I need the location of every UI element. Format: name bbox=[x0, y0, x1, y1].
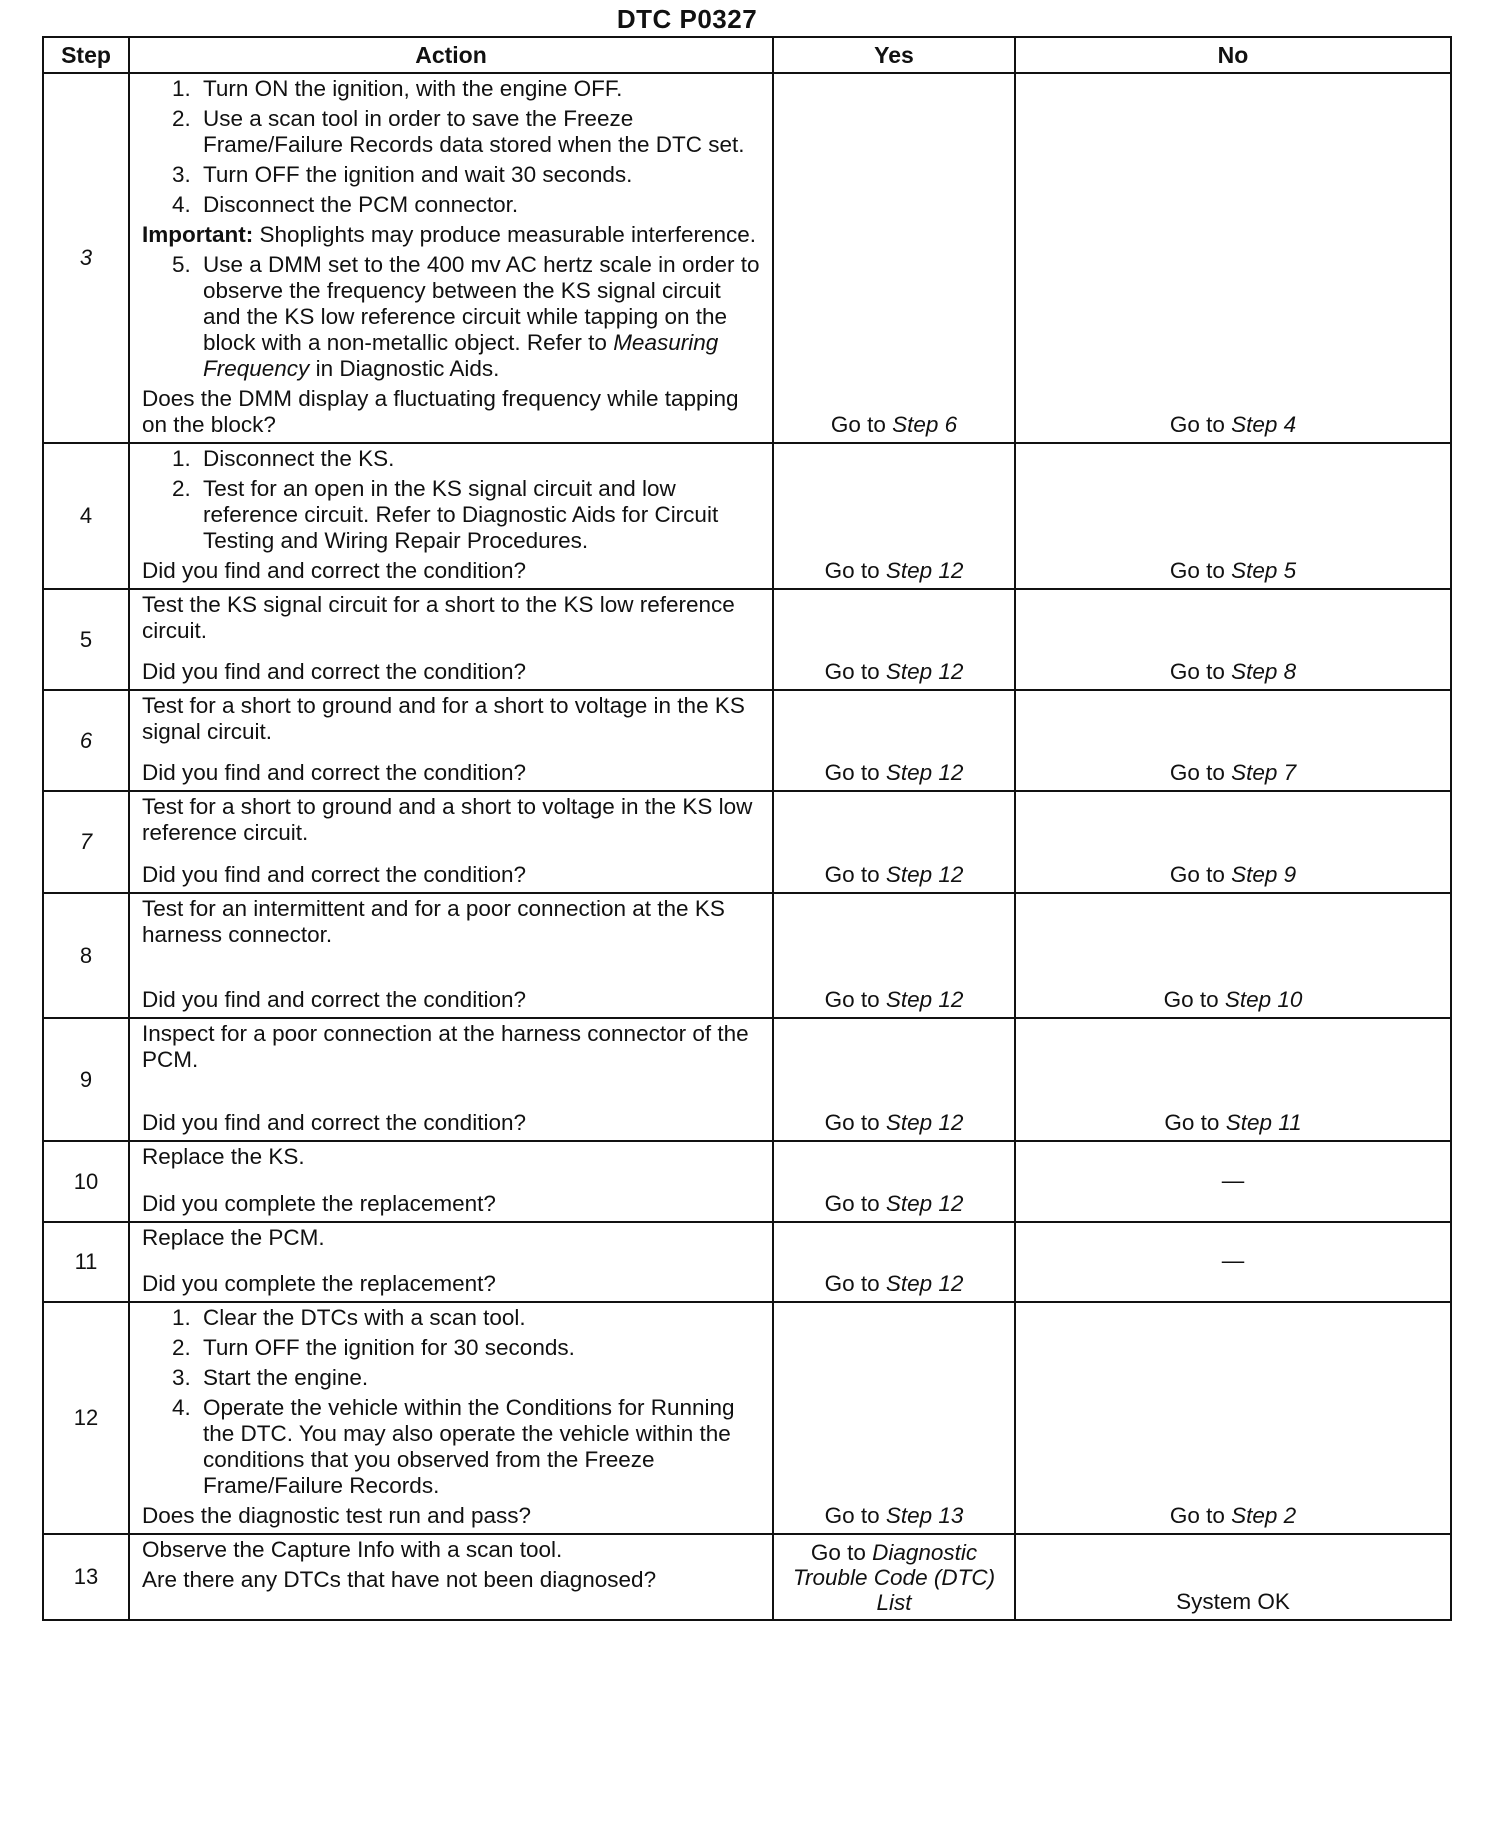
question: Does the DMM display a fluctuating frequency while tapping on the block? bbox=[142, 386, 739, 437]
no-target: Step 4 bbox=[1231, 412, 1297, 437]
yes-cell bbox=[773, 1534, 1015, 1620]
question: Did you complete the replacement? bbox=[142, 1191, 496, 1216]
action-list bbox=[142, 1305, 764, 1499]
action-cell bbox=[129, 690, 773, 791]
yes-target: Step 12 bbox=[885, 1271, 964, 1296]
list-item: 1. Clear the DTCs with a scan tool. bbox=[197, 1305, 764, 1331]
yes-target: Step 12 bbox=[885, 1191, 964, 1216]
yes-cell bbox=[773, 73, 1015, 443]
no-prefix: Go to bbox=[1169, 558, 1232, 583]
action-cell bbox=[129, 1534, 773, 1620]
list-item: 1. Disconnect the KS. bbox=[197, 446, 764, 472]
header-step: Step bbox=[43, 37, 129, 73]
yes-prefix: Go to bbox=[824, 1503, 886, 1528]
action-text: Test the KS signal circuit for a short to the KS low reference circuit. bbox=[142, 592, 735, 643]
action-content bbox=[142, 794, 764, 888]
table-row bbox=[43, 791, 1451, 893]
step-number: 5 bbox=[43, 589, 129, 690]
no-prefix: Go to bbox=[1169, 1503, 1232, 1528]
question: Are there any DTCs that have not been diagnosed? bbox=[142, 1567, 657, 1592]
table-row bbox=[43, 1018, 1451, 1141]
item-text: in Diagnostic Aids. bbox=[309, 356, 500, 381]
action-content bbox=[142, 693, 764, 786]
action-content bbox=[142, 1144, 764, 1217]
no-cell bbox=[1015, 1141, 1451, 1222]
action-text: Observe the Capture Info with a scan tool. bbox=[142, 1537, 563, 1562]
yes-cell bbox=[773, 1018, 1015, 1141]
action-cell bbox=[129, 893, 773, 1018]
page-title: DTC P0327 bbox=[616, 4, 758, 34]
no-target: Step 5 bbox=[1231, 558, 1297, 583]
action-text: Inspect for a poor connection at the harness connector of the PCM. bbox=[142, 1021, 749, 1072]
step-number: 6 bbox=[43, 690, 129, 791]
yes-prefix: Go to bbox=[824, 1191, 886, 1216]
table-row bbox=[43, 1222, 1451, 1302]
no-cell bbox=[1015, 1018, 1451, 1141]
action-text: Replace the KS. bbox=[142, 1144, 305, 1169]
no-cell bbox=[1015, 1534, 1451, 1620]
important-note bbox=[142, 222, 764, 248]
yes-cell bbox=[773, 1141, 1015, 1222]
yes-prefix: Go to bbox=[824, 1110, 886, 1135]
no-target: Step 11 bbox=[1225, 1110, 1302, 1135]
action-cell bbox=[129, 1141, 773, 1222]
action-content bbox=[142, 592, 764, 685]
table-row bbox=[43, 589, 1451, 690]
question: Did you find and correct the condition? bbox=[142, 558, 526, 583]
table-row bbox=[43, 443, 1451, 589]
yes-prefix: Go to bbox=[824, 760, 886, 785]
header-no: No bbox=[1015, 37, 1451, 73]
header-action: Action bbox=[129, 37, 773, 73]
no-target: Step 9 bbox=[1231, 862, 1297, 887]
yes-cell bbox=[773, 1222, 1015, 1302]
list-item: 2. Turn OFF the ignition for 30 seconds. bbox=[197, 1335, 764, 1361]
no-cell bbox=[1015, 690, 1451, 791]
action-content bbox=[142, 1225, 764, 1297]
step-number: 7 bbox=[43, 791, 129, 893]
step-number: 8 bbox=[43, 893, 129, 1018]
action-text: Test for a short to ground and for a short to voltage in the KS signal circuit. bbox=[142, 693, 745, 744]
yes-target: Step 12 bbox=[885, 987, 964, 1012]
step-number: 9 bbox=[43, 1018, 129, 1141]
table-row bbox=[43, 690, 1451, 791]
no-prefix: Go to bbox=[1169, 862, 1232, 887]
action-content bbox=[142, 896, 764, 1013]
yes-target: Step 12 bbox=[885, 760, 964, 785]
no-target: Step 7 bbox=[1231, 760, 1297, 785]
action-cell bbox=[129, 791, 773, 893]
question: Did you find and correct the condition? bbox=[142, 862, 526, 887]
no-cell bbox=[1015, 443, 1451, 589]
no-value: — bbox=[1221, 1167, 1245, 1193]
action-cell bbox=[129, 73, 773, 443]
yes-prefix: Go to bbox=[824, 1271, 886, 1296]
action-list bbox=[142, 446, 764, 554]
action-list bbox=[142, 76, 764, 218]
yes-target: Step 12 bbox=[885, 1110, 964, 1135]
no-prefix: Go to bbox=[1169, 760, 1232, 785]
no-cell bbox=[1015, 589, 1451, 690]
list-item: 3. Turn OFF the ignition and wait 30 seconds. bbox=[197, 162, 764, 188]
list-item: 2. Test for an open in the KS signal circuit and low reference circuit. Refer to Diagnostic Aids for Circuit Testing and Wiring Repair Procedures. bbox=[197, 476, 764, 554]
yes-prefix: Go to bbox=[830, 412, 893, 437]
header-yes: Yes bbox=[773, 37, 1015, 73]
action-cell bbox=[129, 1302, 773, 1534]
table-row bbox=[43, 1302, 1451, 1534]
yes-cell bbox=[773, 690, 1015, 791]
action-cell bbox=[129, 589, 773, 690]
question: Did you find and correct the condition? bbox=[142, 1110, 526, 1135]
no-cell bbox=[1015, 1222, 1451, 1302]
yes-prefix: Go to bbox=[824, 558, 886, 583]
table-row bbox=[43, 1141, 1451, 1222]
yes-target: Step 12 bbox=[885, 862, 964, 887]
action-cell bbox=[129, 443, 773, 589]
yes-target: Diagnostic Trouble Code (DTC) List bbox=[792, 1540, 996, 1615]
no-target: Step 10 bbox=[1224, 987, 1303, 1012]
yes-cell bbox=[773, 1302, 1015, 1534]
no-value: System OK bbox=[1176, 1589, 1290, 1614]
dtc-table bbox=[42, 36, 1452, 1621]
list-item: 3. Start the engine. bbox=[197, 1365, 764, 1391]
yes-prefix: Go to bbox=[824, 659, 886, 684]
no-cell bbox=[1015, 893, 1451, 1018]
yes-prefix: Go to bbox=[824, 862, 886, 887]
list-item bbox=[197, 252, 764, 382]
list-item: 2. Use a scan tool in order to save the Freeze Frame/Failure Records data stored when the DTC set. bbox=[197, 106, 764, 158]
yes-cell bbox=[773, 791, 1015, 893]
yes-target: Step 13 bbox=[885, 1503, 964, 1528]
no-prefix: Go to bbox=[1169, 659, 1232, 684]
table-row bbox=[43, 1534, 1451, 1620]
question: Does the diagnostic test run and pass? bbox=[142, 1503, 531, 1528]
no-prefix: Go to bbox=[1163, 987, 1225, 1012]
action-list bbox=[142, 252, 764, 382]
question: Did you find and correct the condition? bbox=[142, 760, 526, 785]
yes-target: Step 12 bbox=[885, 558, 964, 583]
step-number: 13 bbox=[43, 1534, 129, 1620]
action-content bbox=[142, 1021, 764, 1136]
no-target: Step 8 bbox=[1231, 659, 1297, 684]
question: Did you complete the replacement? bbox=[142, 1271, 496, 1296]
action-cell bbox=[129, 1222, 773, 1302]
step-number: 12 bbox=[43, 1302, 129, 1534]
step-number: 10 bbox=[43, 1141, 129, 1222]
no-cell bbox=[1015, 1302, 1451, 1534]
yes-target: Step 12 bbox=[885, 659, 964, 684]
item-reference: Measuring Frequency bbox=[203, 330, 719, 381]
step-number: 3 bbox=[43, 73, 129, 443]
no-cell bbox=[1015, 791, 1451, 893]
action-text: Replace the PCM. bbox=[142, 1225, 325, 1250]
list-item: 4. Disconnect the PCM connector. bbox=[197, 192, 764, 218]
yes-cell bbox=[773, 893, 1015, 1018]
no-target: Step 2 bbox=[1231, 1503, 1297, 1528]
action-cell bbox=[129, 1018, 773, 1141]
no-value: — bbox=[1221, 1248, 1245, 1273]
no-prefix: Go to bbox=[1169, 412, 1232, 437]
yes-cell bbox=[773, 589, 1015, 690]
yes-target: Step 6 bbox=[892, 412, 958, 437]
important-text: Shoplights may produce measurable interference. bbox=[253, 222, 757, 247]
yes-cell bbox=[773, 443, 1015, 589]
action-text: Test for a short to ground and a short to voltage in the KS low reference circuit. bbox=[142, 794, 753, 845]
question: Did you find and correct the condition? bbox=[142, 987, 526, 1012]
header-row bbox=[43, 37, 1451, 73]
no-prefix: Go to bbox=[1164, 1110, 1226, 1135]
list-item: 4. Operate the vehicle within the Conditions for Running the DTC. You may also operate the vehicle within the conditions that you observed from the Freeze Frame/Failure Records. bbox=[197, 1395, 764, 1499]
important-label: Important: bbox=[142, 222, 254, 247]
question: Did you find and correct the condition? bbox=[142, 659, 526, 684]
yes-prefix: Go to bbox=[824, 987, 886, 1012]
step-number: 11 bbox=[43, 1222, 129, 1302]
list-item: 1. Turn ON the ignition, with the engine OFF. bbox=[197, 76, 764, 102]
item-text: Use a DMM set to the 400 mv AC hertz scale in order to observe the frequency between the KS signal circuit and the KS low reference circuit while tapping on the block with a non-metallic object. Refer to bbox=[203, 252, 760, 355]
yes-prefix: Go to bbox=[810, 1540, 873, 1565]
action-text: Test for an intermittent and for a poor connection at the KS harness connector. bbox=[142, 896, 725, 947]
table-row bbox=[43, 73, 1451, 443]
no-cell bbox=[1015, 73, 1451, 443]
step-number: 4 bbox=[43, 443, 129, 589]
table-row bbox=[43, 893, 1451, 1018]
